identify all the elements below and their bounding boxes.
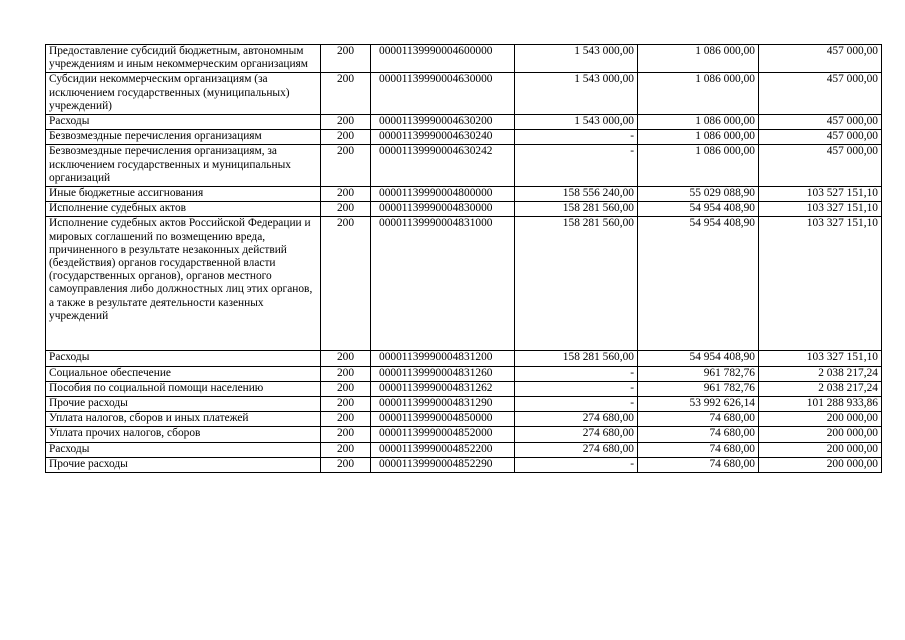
row-name: Безвозмездные перечисления организациям: [46, 130, 321, 145]
row-unexecuted: 457 000,00: [759, 145, 882, 187]
row-name: Субсидии некоммерческим организациям (за исключением государственных (муниципальных) учреждений): [46, 73, 321, 115]
table-row: [46, 397, 882, 412]
row-kbk: 00001139990004630240: [371, 130, 515, 145]
row-code: 200: [321, 412, 371, 427]
table-row: [46, 130, 882, 145]
row-approved: 1 543 000,00: [515, 115, 638, 130]
row-approved: 274 680,00: [515, 427, 638, 442]
row-unexecuted: 2 038 217,24: [759, 366, 882, 381]
row-unexecuted: 200 000,00: [759, 427, 882, 442]
row-unexecuted: 457 000,00: [759, 115, 882, 130]
row-unexecuted: 200 000,00: [759, 442, 882, 457]
row-unexecuted: 103 527 151,10: [759, 187, 882, 202]
row-name: Пособия по социальной помощи населению: [46, 381, 321, 396]
row-approved: 158 556 240,00: [515, 187, 638, 202]
row-unexecuted: 200 000,00: [759, 457, 882, 472]
row-name: Исполнение судебных актов Российской Федерации и мировых соглашений по возмещению вреда, причиненного в результате незаконных действий (бездействия) органов государственной власти (государственных органов), органов местного самоуправления либо должностных лиц этих органов, а также в результате деятельности казенных учреждений: [46, 217, 321, 351]
row-executed: 54 954 408,90: [638, 217, 759, 351]
row-executed: 74 680,00: [638, 412, 759, 427]
row-executed: 54 954 408,90: [638, 351, 759, 366]
row-unexecuted: 103 327 151,10: [759, 351, 882, 366]
row-code: 200: [321, 427, 371, 442]
row-approved: -: [515, 457, 638, 472]
table-row: [46, 457, 882, 472]
row-executed: 1 086 000,00: [638, 145, 759, 187]
row-kbk: 00001139990004831260: [371, 366, 515, 381]
row-kbk: 00001139990004630242: [371, 145, 515, 187]
row-code: 200: [321, 73, 371, 115]
row-approved: 274 680,00: [515, 412, 638, 427]
row-executed: 53 992 626,14: [638, 397, 759, 412]
row-code: 200: [321, 366, 371, 381]
row-code: 200: [321, 381, 371, 396]
row-approved: -: [515, 397, 638, 412]
row-executed: 1 086 000,00: [638, 73, 759, 115]
table-row: [46, 412, 882, 427]
table-row: [46, 442, 882, 457]
row-code: 200: [321, 442, 371, 457]
row-unexecuted: 200 000,00: [759, 412, 882, 427]
row-name: Расходы: [46, 442, 321, 457]
row-unexecuted: 101 288 933,86: [759, 397, 882, 412]
row-name: Иные бюджетные ассигнования: [46, 187, 321, 202]
row-name: Уплата налогов, сборов и иных платежей: [46, 412, 321, 427]
row-code: 200: [321, 457, 371, 472]
row-kbk: 00001139990004831000: [371, 217, 515, 351]
row-name: Расходы: [46, 351, 321, 366]
row-code: 200: [321, 187, 371, 202]
row-code: 200: [321, 217, 371, 351]
table-row: [46, 217, 882, 351]
row-executed: 1 086 000,00: [638, 130, 759, 145]
table-row: [46, 351, 882, 366]
row-approved: 158 281 560,00: [515, 217, 638, 351]
table-row: [46, 45, 882, 73]
table-row: [46, 145, 882, 187]
row-unexecuted: 2 038 217,24: [759, 381, 882, 396]
row-kbk: 00001139990004852200: [371, 442, 515, 457]
row-approved: -: [515, 130, 638, 145]
row-executed: 74 680,00: [638, 457, 759, 472]
row-code: 200: [321, 145, 371, 187]
row-unexecuted: 103 327 151,10: [759, 217, 882, 351]
row-executed: 1 086 000,00: [638, 45, 759, 73]
row-approved: -: [515, 381, 638, 396]
row-name: Прочие расходы: [46, 457, 321, 472]
row-name: Прочие расходы: [46, 397, 321, 412]
row-name: Безвозмездные перечисления организациям, за исключением государственных и муниципальных организаций: [46, 145, 321, 187]
row-executed: 74 680,00: [638, 442, 759, 457]
row-name: Предоставление субсидий бюджетным, автономным учреждениям и иным некоммерческим организациям: [46, 45, 321, 73]
row-code: 200: [321, 130, 371, 145]
row-name: Расходы: [46, 115, 321, 130]
row-code: 200: [321, 115, 371, 130]
row-kbk: 00001139990004850000: [371, 412, 515, 427]
table-row: [46, 381, 882, 396]
row-approved: 274 680,00: [515, 442, 638, 457]
row-approved: -: [515, 366, 638, 381]
row-kbk: 00001139990004831262: [371, 381, 515, 396]
row-code: 200: [321, 45, 371, 73]
budget-execution-table: [45, 44, 882, 473]
row-kbk: 00001139990004831290: [371, 397, 515, 412]
table-row: [46, 73, 882, 115]
row-kbk: 00001139990004852000: [371, 427, 515, 442]
row-code: 200: [321, 397, 371, 412]
row-name: Уплата прочих налогов, сборов: [46, 427, 321, 442]
row-executed: 54 954 408,90: [638, 202, 759, 217]
row-kbk: 00001139990004600000: [371, 45, 515, 73]
row-kbk: 00001139990004800000: [371, 187, 515, 202]
row-unexecuted: 103 327 151,10: [759, 202, 882, 217]
row-approved: -: [515, 145, 638, 187]
row-kbk: 00001139990004630200: [371, 115, 515, 130]
row-unexecuted: 457 000,00: [759, 73, 882, 115]
row-kbk: 00001139990004852290: [371, 457, 515, 472]
row-code: 200: [321, 351, 371, 366]
table-row: [46, 202, 882, 217]
row-executed: 55 029 088,90: [638, 187, 759, 202]
row-kbk: 00001139990004630000: [371, 73, 515, 115]
table-row: [46, 366, 882, 381]
row-unexecuted: 457 000,00: [759, 45, 882, 73]
row-executed: 961 782,76: [638, 381, 759, 396]
row-approved: 1 543 000,00: [515, 45, 638, 73]
row-kbk: 00001139990004831200: [371, 351, 515, 366]
row-approved: 158 281 560,00: [515, 351, 638, 366]
row-executed: 1 086 000,00: [638, 115, 759, 130]
table-row: [46, 427, 882, 442]
row-name: Социальное обеспечение: [46, 366, 321, 381]
row-executed: 74 680,00: [638, 427, 759, 442]
table-row: [46, 115, 882, 130]
row-unexecuted: 457 000,00: [759, 130, 882, 145]
table-row: [46, 187, 882, 202]
row-approved: 158 281 560,00: [515, 202, 638, 217]
row-kbk: 00001139990004830000: [371, 202, 515, 217]
row-name: Исполнение судебных актов: [46, 202, 321, 217]
row-executed: 961 782,76: [638, 366, 759, 381]
row-approved: 1 543 000,00: [515, 73, 638, 115]
row-code: 200: [321, 202, 371, 217]
